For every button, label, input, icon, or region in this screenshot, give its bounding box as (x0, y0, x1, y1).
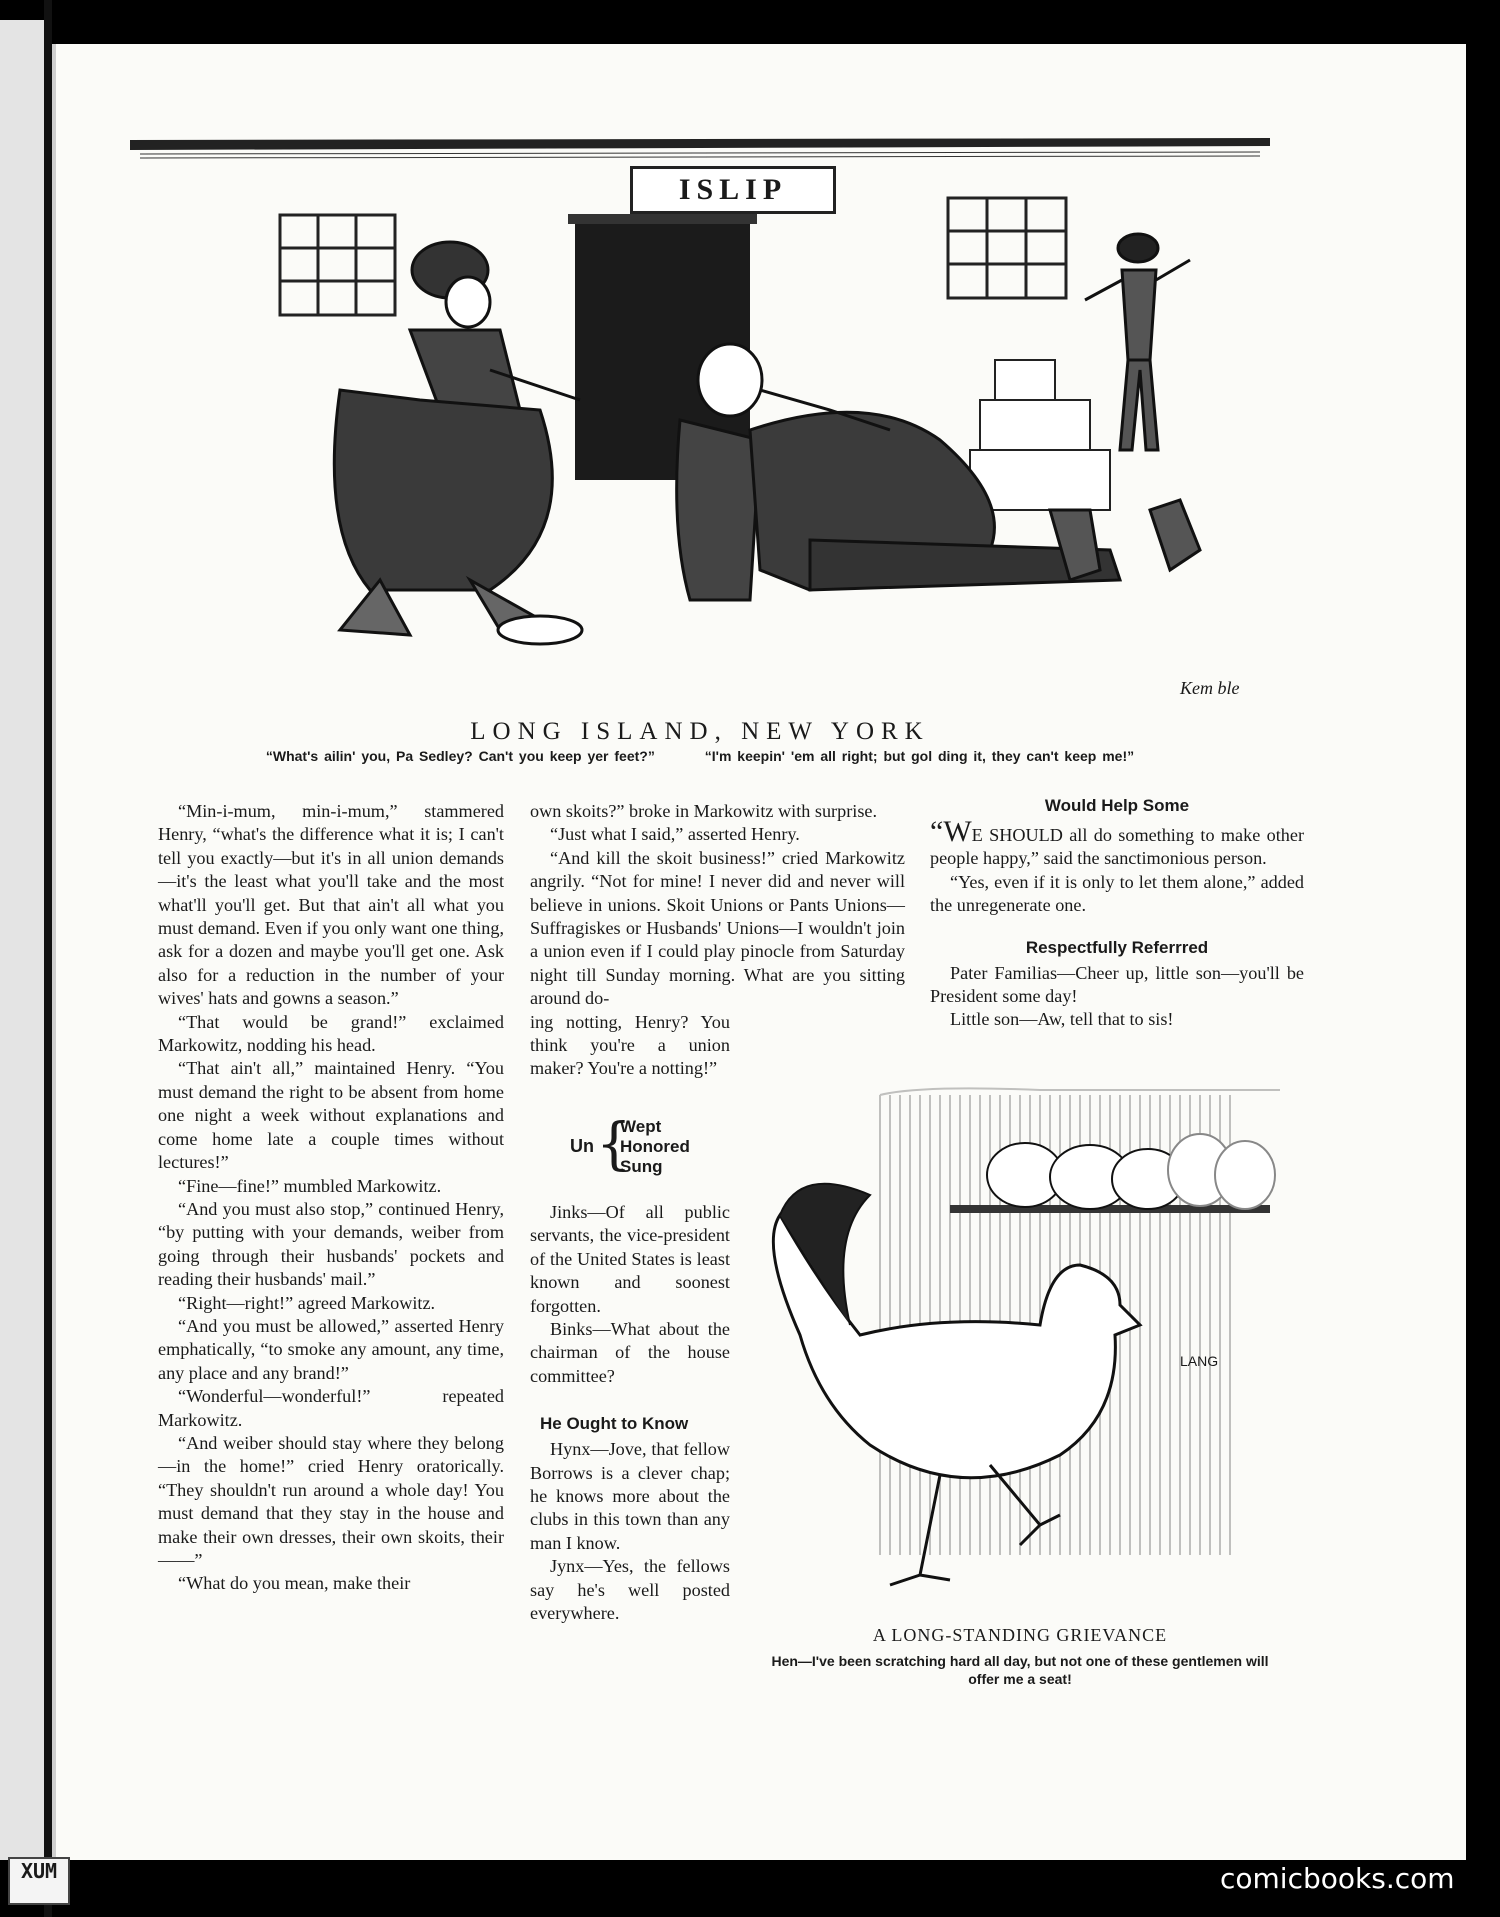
brace-glyph: { (596, 1111, 632, 1177)
respectfully-referred-heading: Respectfully Referrred (1025, 937, 1209, 957)
paragraph: ing notting, Henry? You think you're a union maker? You're a notting!” (530, 1011, 730, 1079)
facing-page-edge (0, 20, 44, 1860)
site-watermark: comicbooks.com (1220, 1862, 1455, 1895)
paragraph: “And weiber should stay where they belong—in the home!” cried Henry oratorically. “They shouldn't run around a whole day! You must demand that they stay in the house and make their own dresses, their own skoits, their——” (158, 1432, 504, 1570)
hen-cartoon-title: A LONG-STANDING GRIEVANCE (872, 1625, 1168, 1645)
paragraph: own skoits?” broke in Markowitz with surprise. (530, 801, 878, 821)
story-column-1 (158, 800, 504, 1596)
paragraph: “And kill the skoit business!” cried Markowitz angrily. “Not for mine! I never did and never will believe in unions. Skoit Unions or Pants Unions—Suffragiskes or Husbands' Unions—I wouldn't join a union even if I could play pinocle from Saturday night till Sunday morning. What are you sitting around do- (530, 847, 905, 1009)
islip-station-sign: ISLIP (630, 166, 836, 214)
jinks-line: Jinks—Of all public servants, the vice-president of the United States is least known and soonest forgotten. (530, 1201, 730, 1316)
un-word-list (620, 1117, 690, 1177)
paragraph: E SHOULD all do something to make other people happy,” said the sanctimonious person. (930, 825, 1304, 869)
hynx-line: Hynx—Jove, that fellow Borrows is a clever chap; he knows more about the clubs in this town than any man I know. (530, 1439, 730, 1553)
hen-cartoon-caption: Hen—I've been scratching hard all day, but not one of these gentlemen will offer me a seat! (771, 1653, 1269, 1687)
story-column-3 (930, 796, 1304, 1032)
cartoon-caption (150, 748, 1250, 764)
caption-question: “What's ailin' you, Pa Sedley? Can't you keep yer feet?” (265, 748, 655, 764)
paragraph: “Yes, even if it is only to let them alone,” added the unregenerate one. (930, 871, 1304, 916)
drop-cap: “W (930, 815, 972, 848)
un-wept-honored-sung-heading (570, 1111, 730, 1179)
xum-tag: XUM (8, 1857, 70, 1905)
paragraph: “That would be grand!” exclaimed Markowitz, nodding his head. (158, 1011, 504, 1056)
hen-cartoon (740, 1085, 1300, 1615)
islip-cartoon (110, 110, 1280, 698)
paragraph: “And you must also stop,” continued Henry, “by putting with your demands, weiber from going through their husbands' pockets and reading their husbands' mail.” (158, 1198, 504, 1290)
paragraph: “What do you mean, make their (178, 1573, 411, 1594)
little-son-line: Little son—Aw, tell that to sis! (950, 1009, 1174, 1030)
paragraph: “Wonderful—wonderful!” repeated Markowitz. (158, 1386, 504, 1430)
hen-drawing (740, 1085, 1300, 1615)
he-ought-to-know-heading: He Ought to Know (540, 1414, 689, 1434)
paragraph: “Just what I said,” asserted Henry. (550, 824, 800, 845)
un-word: Sung (620, 1156, 663, 1176)
book-spine (44, 0, 52, 1917)
un-prefix: Un (570, 1135, 594, 1156)
paragraph: “Fine—fine!” mumbled Markowitz. (178, 1175, 442, 1196)
paragraph: “And you must be allowed,” asserted Henry emphatically, “to smoke any amount, any time, any place and any brand!” (158, 1315, 504, 1383)
un-word: Honored (620, 1136, 690, 1156)
paragraph: “Min-i-mum, min-i-mum,” stammered Henry, “what's the difference what it is; I can't tell you exactly—but it's in all union demands—it's the least what you'll take and the most what'll you'll get. But that ain't all what you must demand. Even if you only want one thing, ask for a dozen and maybe you'll get one. Ask also for a reduction in the number of your wives' hats and gowns a season.” (158, 801, 504, 1009)
paragraph: “That ain't all,” maintained Henry. “You must demand the right to be absent from home one night a week without explanations and come home late a couple times without lectures!” (158, 1058, 504, 1173)
kemble-signature: Kem ble (1180, 678, 1240, 698)
lang-signature: LANG (1180, 1353, 1219, 1369)
jynx-line: Jynx—Yes, the fellows say he's well posted everywhere. (530, 1556, 730, 1623)
would-help-some-heading: Would Help Some (1044, 796, 1190, 815)
binks-line: Binks—What about the chairman of the house committee? (530, 1318, 730, 1386)
paragraph: “Right—right!” agreed Markowitz. (178, 1292, 436, 1313)
caption-answer: “I'm keepin' 'em all right; but gol ding it, they can't keep me!” (704, 748, 1135, 764)
un-word: Wept (620, 1116, 662, 1136)
pater-familias-line: Pater Familias—Cheer up, little son—you'll be President some day! (930, 962, 1304, 1007)
cartoon-title: LONG ISLAND, NEW YORK (470, 718, 930, 745)
